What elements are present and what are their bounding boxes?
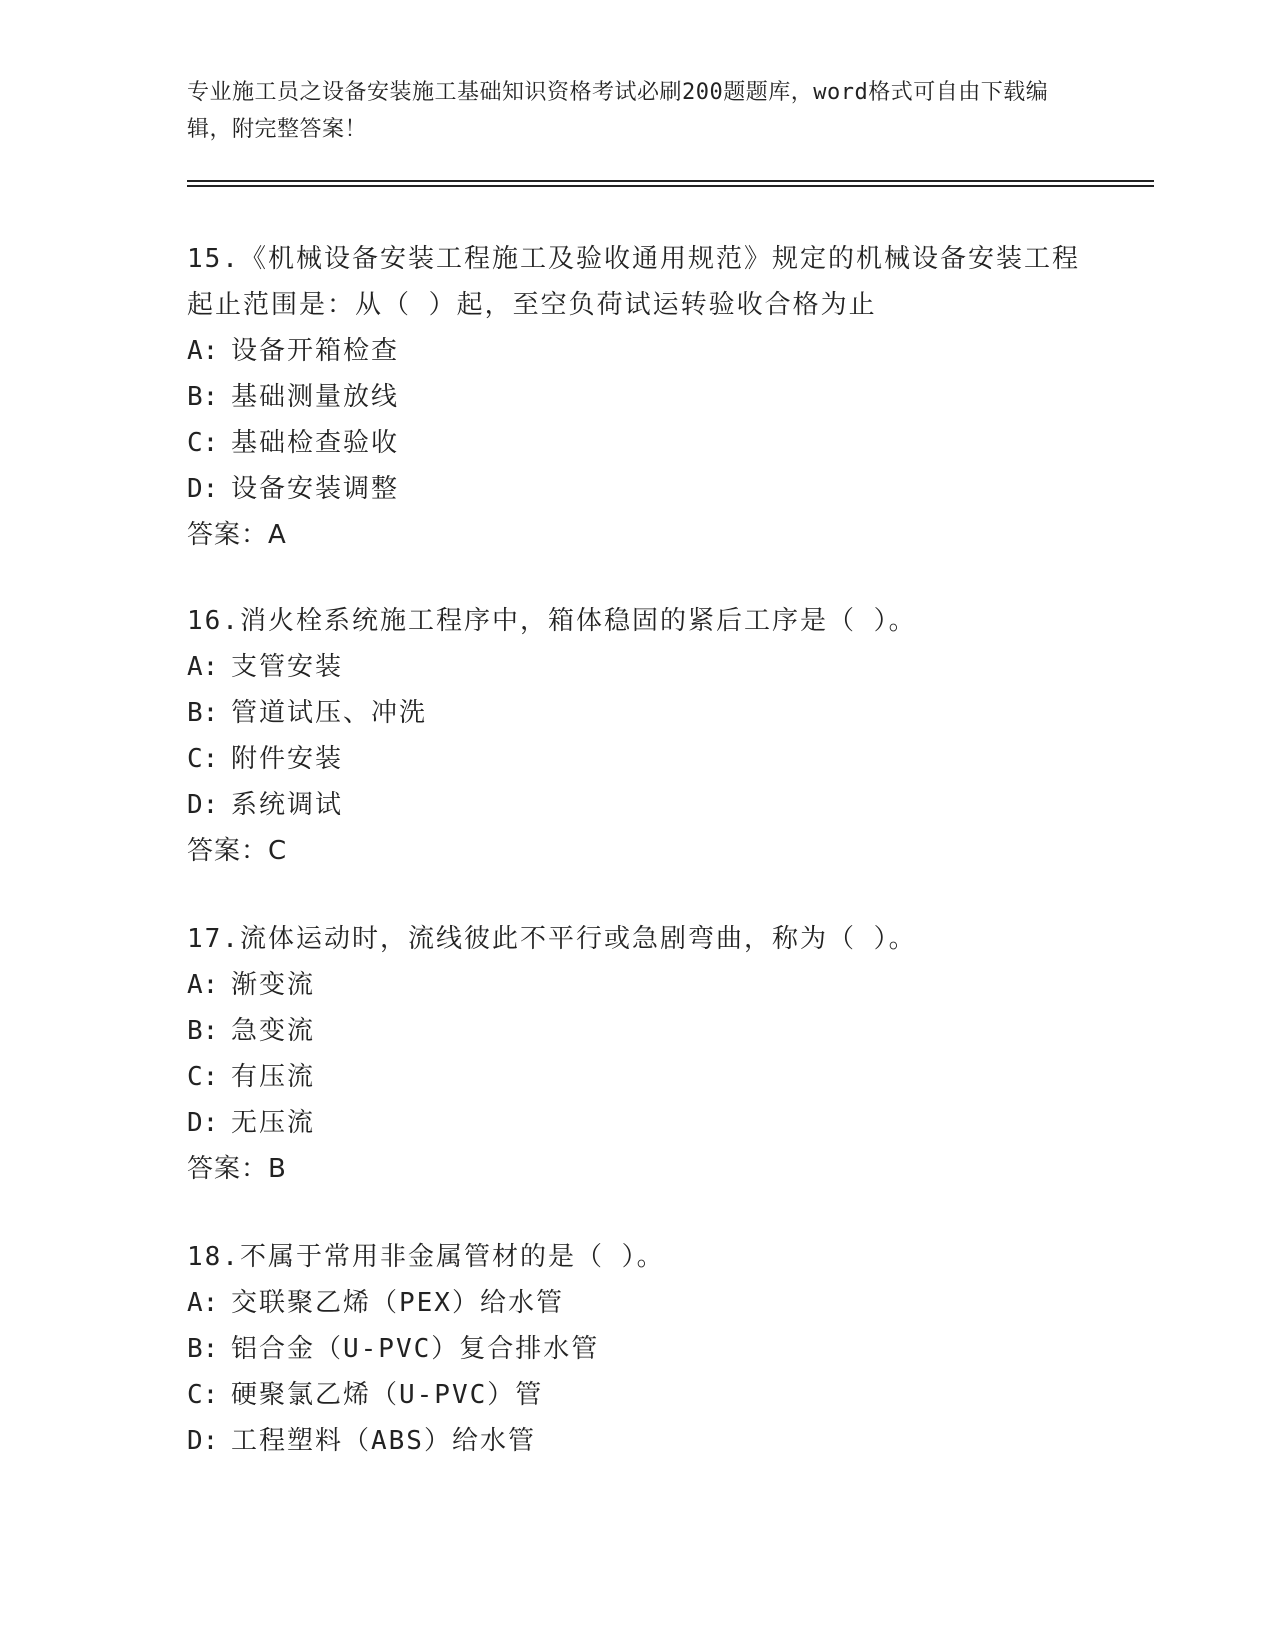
option-letter: B: <box>187 1334 219 1364</box>
option-a <box>187 328 1087 374</box>
option-a <box>187 644 1087 690</box>
option-text: 支管安装 <box>231 652 344 682</box>
answer-line: 答案：C <box>187 836 288 866</box>
option-text: 系统调试 <box>231 790 344 820</box>
option-a <box>187 962 1087 1008</box>
option-d <box>187 1100 1087 1146</box>
option-letter: D: <box>187 1108 219 1138</box>
option-c <box>187 420 1087 466</box>
answer-line: 答案：A <box>187 520 287 550</box>
option-text: 交联聚乙烯（PEX）给水管 <box>231 1288 564 1318</box>
option-text: 基础检查验收 <box>231 428 400 458</box>
option-text: 渐变流 <box>231 970 316 1000</box>
option-letter: A: <box>187 970 219 1000</box>
option-letter: A: <box>187 1288 219 1318</box>
question-18 <box>187 1234 1087 1464</box>
document-header: 专业施工员之设备安装施工基础知识资格考试必刷200题题库，word格式可自由下载编辑，附完整答案！ <box>187 80 1049 142</box>
option-a <box>187 1280 1087 1326</box>
option-letter: C: <box>187 744 219 774</box>
header-divider-bottom <box>187 185 1154 187</box>
option-d <box>187 466 1087 512</box>
option-letter: B: <box>187 1016 219 1046</box>
question-stem: 15.《机械设备安装工程施工及验收通用规范》规定的机械设备安装工程起止范围是：从（ ）起，至空负荷试运转验收合格为止 <box>187 244 1080 320</box>
option-text: 有压流 <box>231 1062 316 1092</box>
question-15 <box>187 236 1087 558</box>
question-17 <box>187 916 1087 1192</box>
option-text: 铝合金（U-PVC）复合排水管 <box>231 1334 600 1364</box>
option-letter: D: <box>187 1426 219 1456</box>
option-letter: B: <box>187 698 219 728</box>
option-letter: B: <box>187 382 219 412</box>
option-text: 基础测量放线 <box>231 382 400 412</box>
option-b <box>187 1326 1087 1372</box>
header-divider-top <box>187 180 1154 182</box>
answer-line: 答案：B <box>187 1154 287 1184</box>
question-stem: 17.流体运动时，流线彼此不平行或急剧弯曲，称为（ ）。 <box>187 924 917 954</box>
question-16 <box>187 598 1087 874</box>
option-letter: A: <box>187 336 219 366</box>
option-text: 设备安装调整 <box>231 474 400 504</box>
option-b <box>187 1008 1087 1054</box>
option-text: 无压流 <box>231 1108 316 1138</box>
option-letter: A: <box>187 652 219 682</box>
option-text: 附件安装 <box>231 744 344 774</box>
question-stem: 18.不属于常用非金属管材的是（ ）。 <box>187 1242 665 1272</box>
option-text: 管道试压、冲洗 <box>231 698 428 728</box>
option-text: 硬聚氯乙烯（U-PVC）管 <box>231 1380 544 1410</box>
option-text: 急变流 <box>231 1016 316 1046</box>
option-text: 设备开箱检查 <box>231 336 400 366</box>
option-b <box>187 690 1087 736</box>
option-b <box>187 374 1087 420</box>
option-d <box>187 782 1087 828</box>
option-c <box>187 1054 1087 1100</box>
option-letter: D: <box>187 474 219 504</box>
option-c <box>187 736 1087 782</box>
option-letter: D: <box>187 790 219 820</box>
option-d <box>187 1418 1087 1464</box>
option-text: 工程塑料（ABS）给水管 <box>231 1426 536 1456</box>
option-letter: C: <box>187 428 219 458</box>
option-letter: C: <box>187 1380 219 1410</box>
option-letter: C: <box>187 1062 219 1092</box>
question-stem: 16.消火栓系统施工程序中，箱体稳固的紧后工序是（ ）。 <box>187 606 917 636</box>
option-c <box>187 1372 1087 1418</box>
